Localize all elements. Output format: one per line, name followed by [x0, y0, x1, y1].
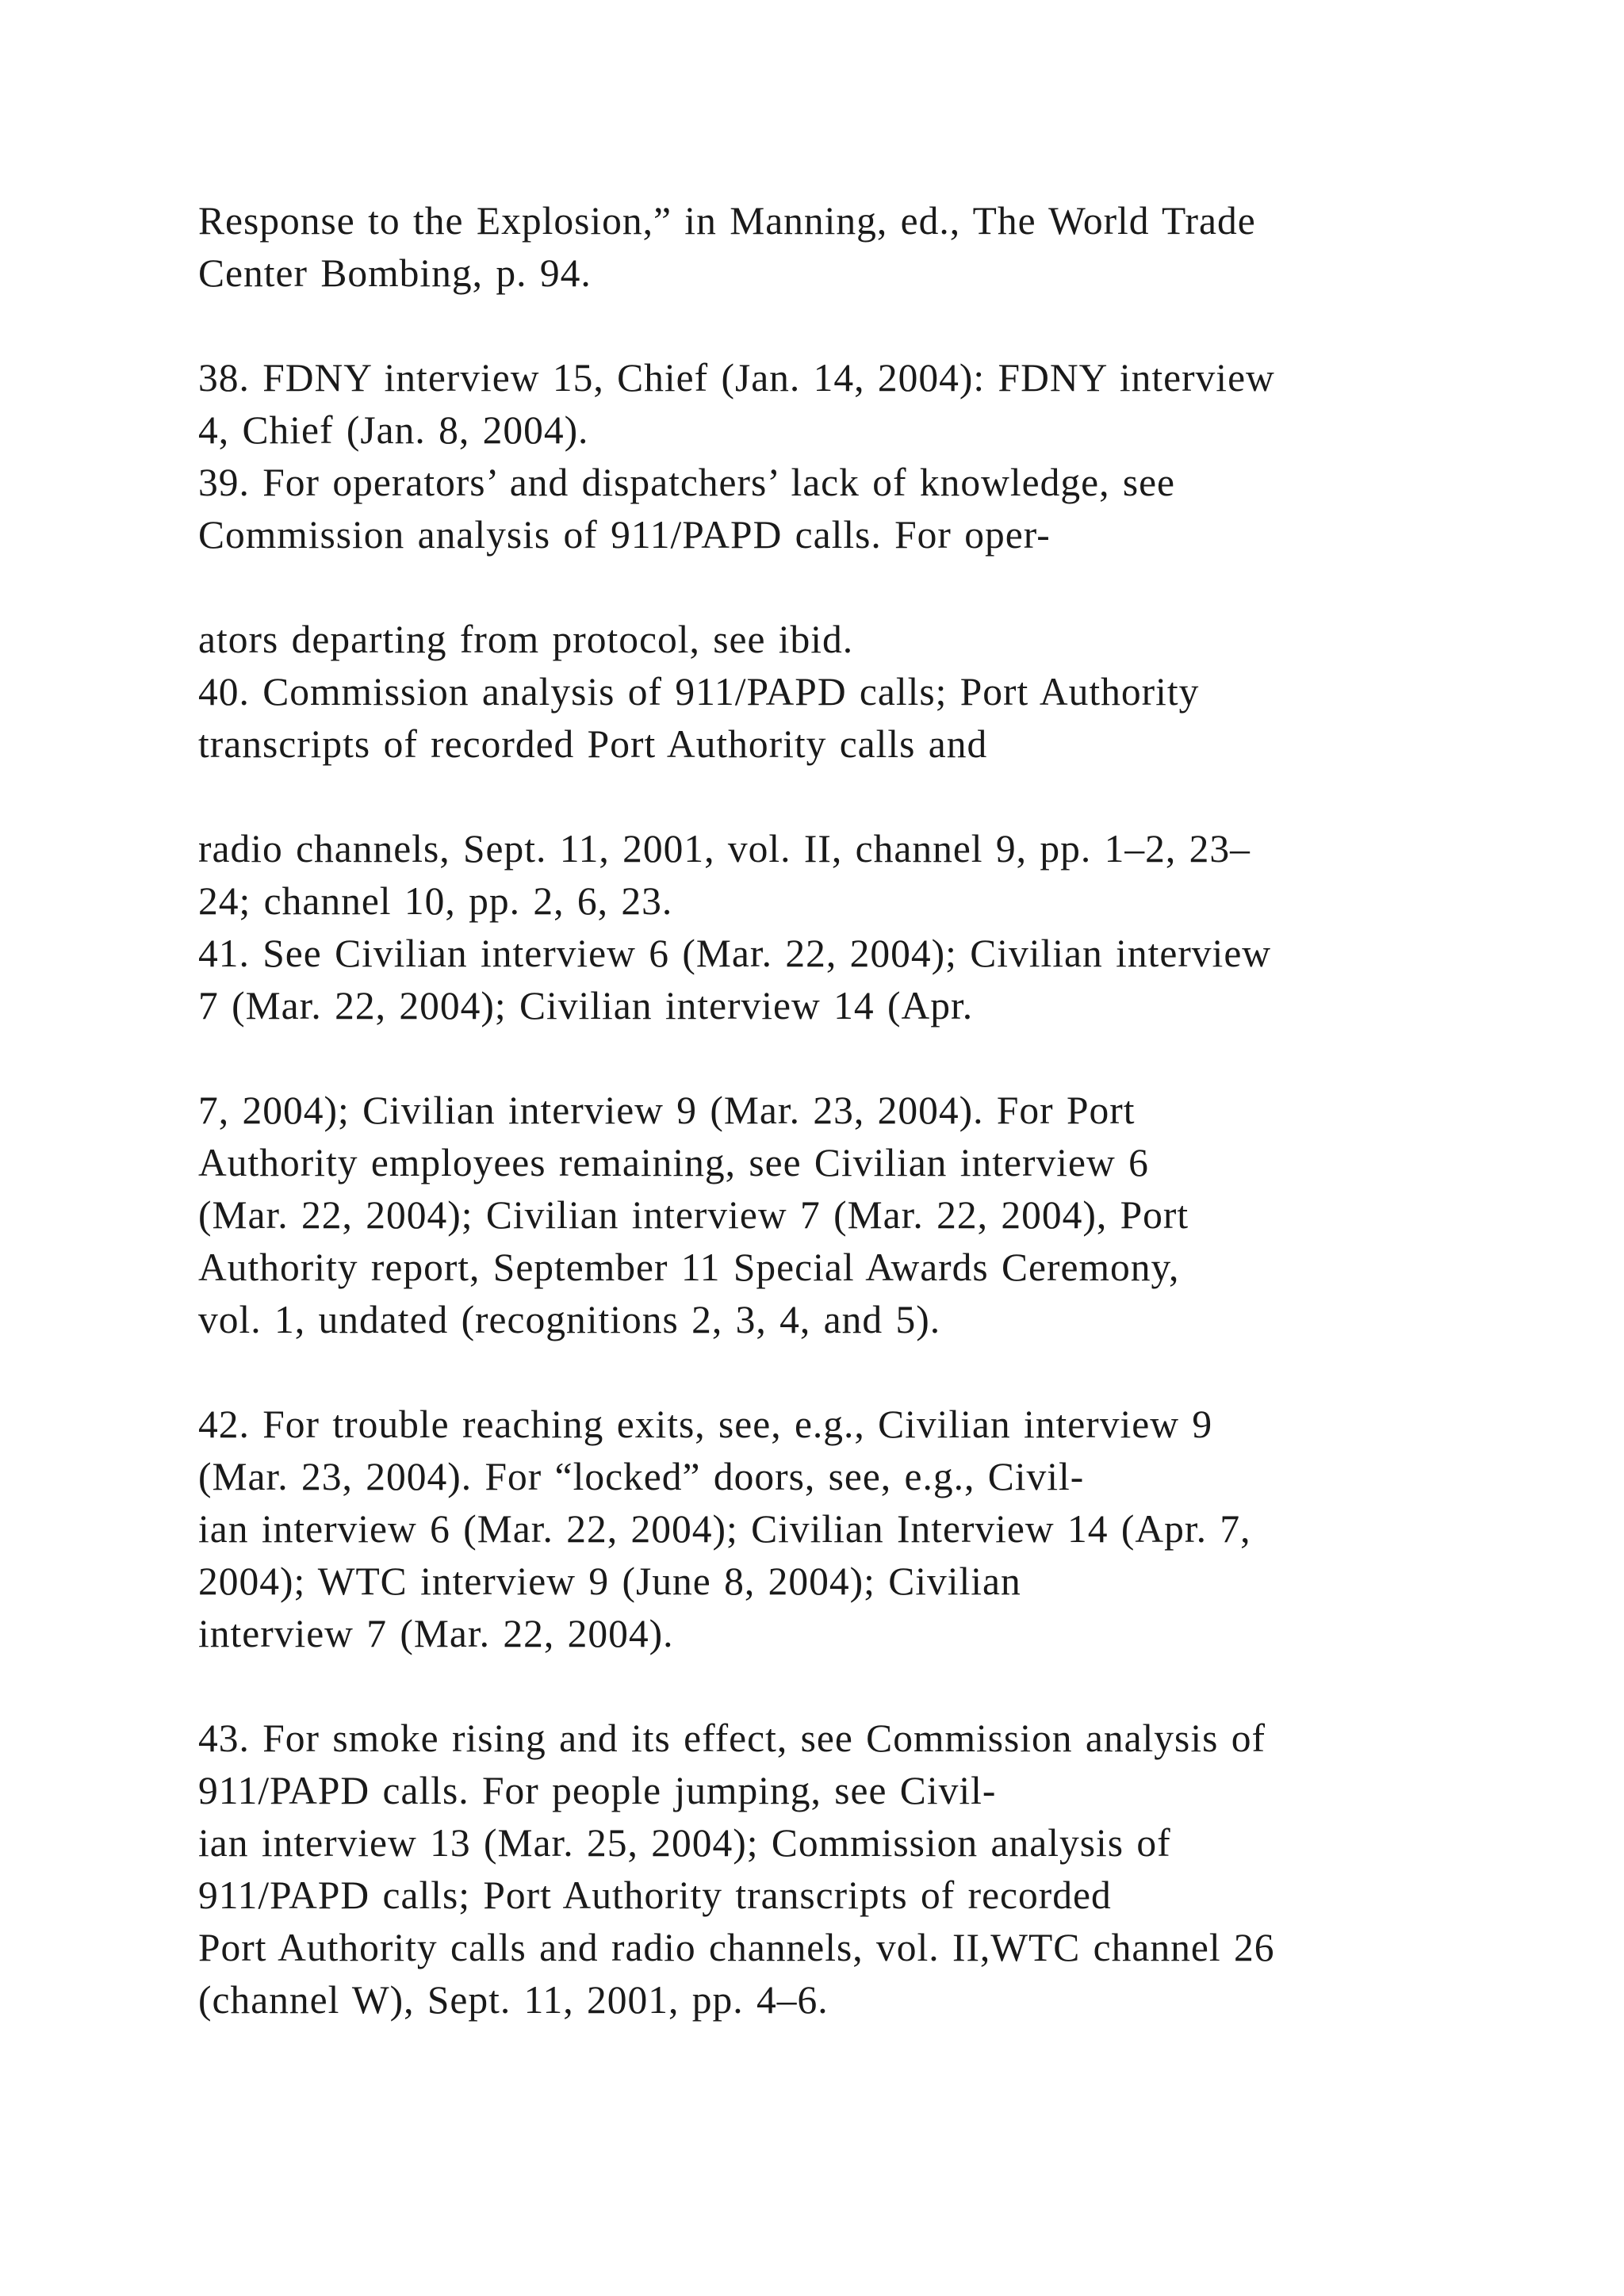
- text-line: (channel W), Sept. 11, 2001, pp. 4–6.: [198, 1978, 829, 2022]
- text-line: Commission analysis of 911/PAPD calls. For oper-: [198, 513, 1051, 557]
- text-line: Authority report, September 11 Special Awards Ceremony,: [198, 1246, 1180, 1289]
- text-line: (Mar. 22, 2004); Civilian interview 7 (Mar. 22, 2004), Port: [198, 1193, 1189, 1237]
- text-line: ators departing from protocol, see ibid.: [198, 618, 854, 661]
- paragraph-gap: [198, 1660, 1435, 1712]
- paragraph-gap: [198, 300, 1435, 352]
- paragraph-gap: [198, 771, 1435, 823]
- text-line: transcripts of recorded Port Authority calls and: [198, 722, 988, 766]
- footnote-39-line: 39. For operators’ and dispatchers’ lack of knowledge, see: [198, 461, 1176, 504]
- text-line: (Mar. 23, 2004). For “locked” doors, see, e.g., Civil-: [198, 1455, 1085, 1498]
- text-line: 4, Chief (Jan. 8, 2004).: [198, 408, 589, 452]
- text-line: vol. 1, undated (recognitions 2, 3, 4, and 5).: [198, 1298, 941, 1341]
- paragraph-gap: [198, 1032, 1435, 1085]
- text-line: Response to the Explosion,” in Manning, ed., The World Trade: [198, 199, 1256, 243]
- text-line: 7 (Mar. 22, 2004); Civilian interview 14 (Apr.: [198, 984, 974, 1027]
- text-line: interview 7 (Mar. 22, 2004).: [198, 1612, 674, 1655]
- footnote-40-line: 40. Commission analysis of 911/PAPD calls; Port Authority: [198, 670, 1200, 714]
- paragraph-gap: [198, 561, 1435, 614]
- text-line: 7, 2004); Civilian interview 9 (Mar. 23, 2004). For Port: [198, 1089, 1136, 1132]
- footnote-43-line: 43. For smoke rising and its effect, see Commission analysis of: [198, 1716, 1266, 1760]
- text-line: 24; channel 10, pp. 2, 6, 23.: [198, 879, 673, 923]
- text-line: radio channels, Sept. 11, 2001, vol. II, channel 9, pp. 1–2, 23–: [198, 827, 1251, 871]
- text-line: ian interview 6 (Mar. 22, 2004); Civilian Interview 14 (Apr. 7,: [198, 1507, 1251, 1551]
- text-line: 911/PAPD calls; Port Authority transcripts of recorded: [198, 1873, 1112, 1917]
- footnote-42-line: 42. For trouble reaching exits, see, e.g., Civilian interview 9: [198, 1402, 1213, 1446]
- footnote-38-line: 38. FDNY interview 15, Chief (Jan. 14, 2004): FDNY interview: [198, 356, 1275, 400]
- text-line: Center Bombing, p. 94.: [198, 251, 592, 295]
- text-line: 911/PAPD calls. For people jumping, see Civil-: [198, 1769, 997, 1812]
- text-line: 2004); WTC interview 9 (June 8, 2004); Civilian: [198, 1559, 1021, 1603]
- text-line: Port Authority calls and radio channels, vol. II,WTC channel 26: [198, 1926, 1275, 1969]
- paragraph-gap: [198, 1346, 1435, 1399]
- footnote-41-line: 41. See Civilian interview 6 (Mar. 22, 2004); Civilian interview: [198, 932, 1272, 975]
- text-line: ian interview 13 (Mar. 25, 2004); Commission analysis of: [198, 1821, 1171, 1865]
- text-line: Authority employees remaining, see Civilian interview 6: [198, 1141, 1149, 1184]
- document-page: [198, 195, 1435, 2026]
